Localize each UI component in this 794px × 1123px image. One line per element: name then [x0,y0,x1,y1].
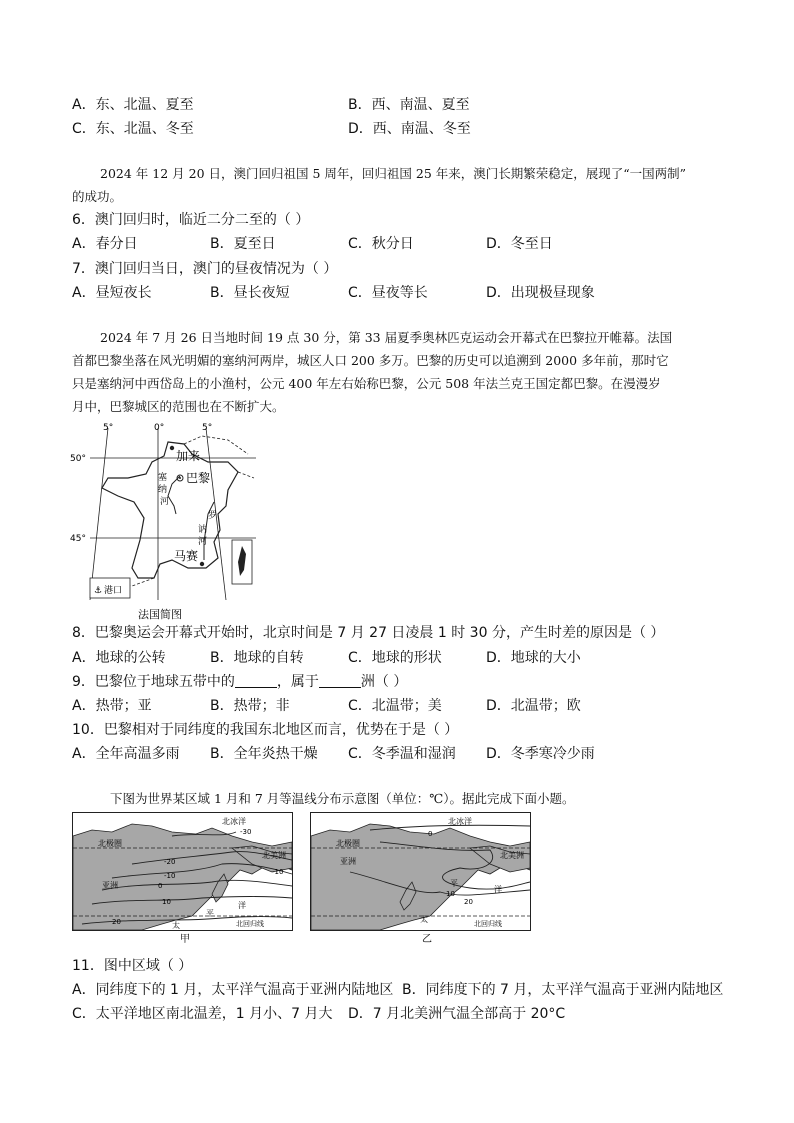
q9-blank-1[interactable] [235,673,277,688]
passage1-line2: 的成功。 [72,189,123,204]
map-jia-iso-label-2: -20 [164,858,176,866]
q11-option-c: C．太平洋地区南北温差，1 月小、7 月大 [72,1006,333,1022]
seine-label-2: 纳 [158,485,168,495]
seine-label-3: 河 [160,497,170,507]
passage2-line4: 月中，巴黎城区的范围也在不断扩大。 [72,399,285,414]
map-jia-iso-label-7: 20 [112,918,121,926]
q8-option-d: D．地球的大小 [486,650,581,666]
q7-option-d: D．出现极昼现象 [486,285,595,301]
q10-stem: 10．巴黎相对于同纬度的我国东北地区而言，优势在于是（ ） [72,722,459,738]
isotherm-map-jia [72,812,294,946]
map-jia-label-tai: 太 [172,921,180,930]
city-label-calais: 加来 [176,449,201,463]
map-jia-label-asia: 亚洲 [102,881,118,890]
map-yi-label-arctic-circle: 北极圈 [336,839,360,848]
meridian-5w [90,428,108,600]
q6-option-c: C．秋分日 [348,236,414,252]
passage2-line2: 首都巴黎坐落在风光明媚的塞纳河两岸，城区人口 200 多万。巴黎的历史可以追溯到 2000 多年前，那时它 [72,353,669,368]
map-caption-france: 法国简图 [138,608,182,621]
map-jia-iso-label-6: 10 [162,898,171,906]
q7-option-b: B．昼长夜短 [210,285,290,301]
border-east [238,472,254,478]
q10-option-d: D．冬季寒冷少雨 [486,746,595,762]
map-jia-iso-label-4: -10 [272,868,284,876]
q9-option-c: C．北温带；美 [348,698,442,714]
seine-label-1: 塞 [158,473,168,483]
q9-option-d: D．北温带；欧 [486,698,581,714]
map-yi-label-na: 北美洲 [500,851,524,860]
map-yi-label-ping: 平 [450,879,458,888]
q8-option-b: B．地球的自转 [210,650,304,666]
passage2-line3: 只是塞纳河中西岱岛上的小渔村，公元 400 年左右始称巴黎，公元 508 年法兰克王国定都巴黎。在漫漫岁 [72,376,661,391]
lon-label-0: 0° [154,423,165,433]
q9-stem [72,672,407,692]
q9-option-a: A．热带；亚 [72,698,152,714]
q6-stem: 6．澳门回归时，临近二分二至的（ ） [72,212,310,228]
map-jia-label-arctic-ocean: 北冰洋 [222,817,246,826]
map-jia-label-ping: 平 [206,909,214,918]
map-jia-iso-label-3: -10 [164,872,176,880]
marseille-point [200,562,204,566]
q11-stem: 11．图中区域（ ） [72,958,193,974]
q11-option-b: B．同纬度下的 7 月，太平洋气温高于亚洲内陆地区 [402,982,724,998]
q5-option-b: B．西、南温、夏至 [348,97,470,113]
map-jia-caption: 甲 [180,934,190,945]
map-jia-label-tropic: 北回归线 [236,920,264,928]
lon-label-5w: 5° [103,423,114,433]
map-yi-iso-label-3: 20 [464,898,473,906]
q9-stem-part2: ，属于 [276,674,319,690]
map-yi-label-tai: 太 [420,915,428,924]
passage2-line1: 2024 年 7 月 26 日当地时间 19 点 30 分，第 33 届夏季奥林匹克运动会开幕式在巴黎拉开帷幕。法国 [100,330,673,345]
map-jia-label-na: 北美洲 [262,851,286,860]
map-yi-iso-label-2: 10 [446,890,455,898]
q8-option-c: C．地球的形状 [348,650,442,666]
isotherm-map-yi [310,812,532,946]
q7-option-c: C．昼夜等长 [348,285,428,301]
q10-option-a: A．全年高温多雨 [72,746,180,762]
city-label-paris: 巴黎 [186,471,211,485]
rhone-label-3: 河 [198,537,208,547]
map-yi-iso-label-1: 0 [428,830,433,838]
map-yi-label-asia: 亚洲 [340,857,356,866]
q7-stem: 7．澳门回归当日，澳门的昼夜情况为（ ） [72,261,338,277]
q7-option-a: A．昼短夜长 [72,285,152,301]
intro-q11: 下图为世界某区域 1 月和 7 月等温线分布示意图（单位：℃）。据此完成下面小题。 [110,791,575,806]
map-yi-label-yang: 洋 [494,885,502,894]
q11-option-a: A．同纬度下的 1 月，太平洋气温高于亚洲内陆地区 [72,982,394,998]
q10-option-c: C．冬季温和湿润 [348,746,456,762]
q11-option-d: D．7 月北美洲气温全部高于 20°C [348,1006,566,1022]
city-label-marseille: 马赛 [174,549,199,563]
lat-label-50: 50° [70,454,86,464]
q9-option-b: B．热带；非 [210,698,290,714]
q9-blank-2[interactable] [319,673,361,688]
q5-option-c: C．东、北温、冬至 [72,121,194,137]
q10-option-b: B．全年炎热干燥 [210,746,318,762]
map-jia-label-yang: 洋 [238,901,246,910]
lat-label-45: 45° [70,534,86,544]
paris-dot [179,477,181,479]
q6-option-b: B．夏至日 [210,236,276,252]
seine-river [168,476,180,514]
q5-option-d: D．西、南温、冬至 [348,121,471,137]
france-outline [102,442,238,578]
calais-point [170,446,174,450]
legend-port-label: 港口 [104,586,123,596]
map-yi-label-arctic-ocean: 北冰洋 [448,817,472,826]
map-yi-caption: 乙 [422,934,432,945]
corsica-island [238,546,246,576]
map-yi-label-tropic: 北回归线 [474,920,502,928]
map-jia-label-arctic-circle: 北极圈 [98,839,122,848]
lon-label-5e: 5° [202,423,213,433]
q9-stem-part1: 9．巴黎位于地球五带中的 [72,674,235,690]
q8-option-a: A．地球的公转 [72,650,166,666]
map-jia-iso-label-1: -30 [240,828,252,836]
france-map [68,418,268,628]
q9-stem-part3: 洲（ ） [360,674,408,690]
q6-option-a: A．春分日 [72,236,138,252]
q8-stem: 8．巴黎奥运会开幕式开始时，北京时间是 7 月 27 日凌晨 1 时 30 分，产生时差的原因是（ ） [72,625,665,641]
q6-option-d: D．冬至日 [486,236,553,252]
map-jia-iso-label-5: 0 [158,882,163,890]
passage1-line1: 2024 年 12 月 20 日，澳门回归祖国 5 周年，回归祖国 25 年来，澳门长期繁荣稳定，展现了“一国两制” [100,166,687,181]
rhone-label-2: 讷 [198,525,208,535]
q5-option-a: A．东、北温、夏至 [72,97,194,113]
rhone-label-1: 罗 [208,511,218,521]
anchor-icon: ⚓ [94,586,103,596]
